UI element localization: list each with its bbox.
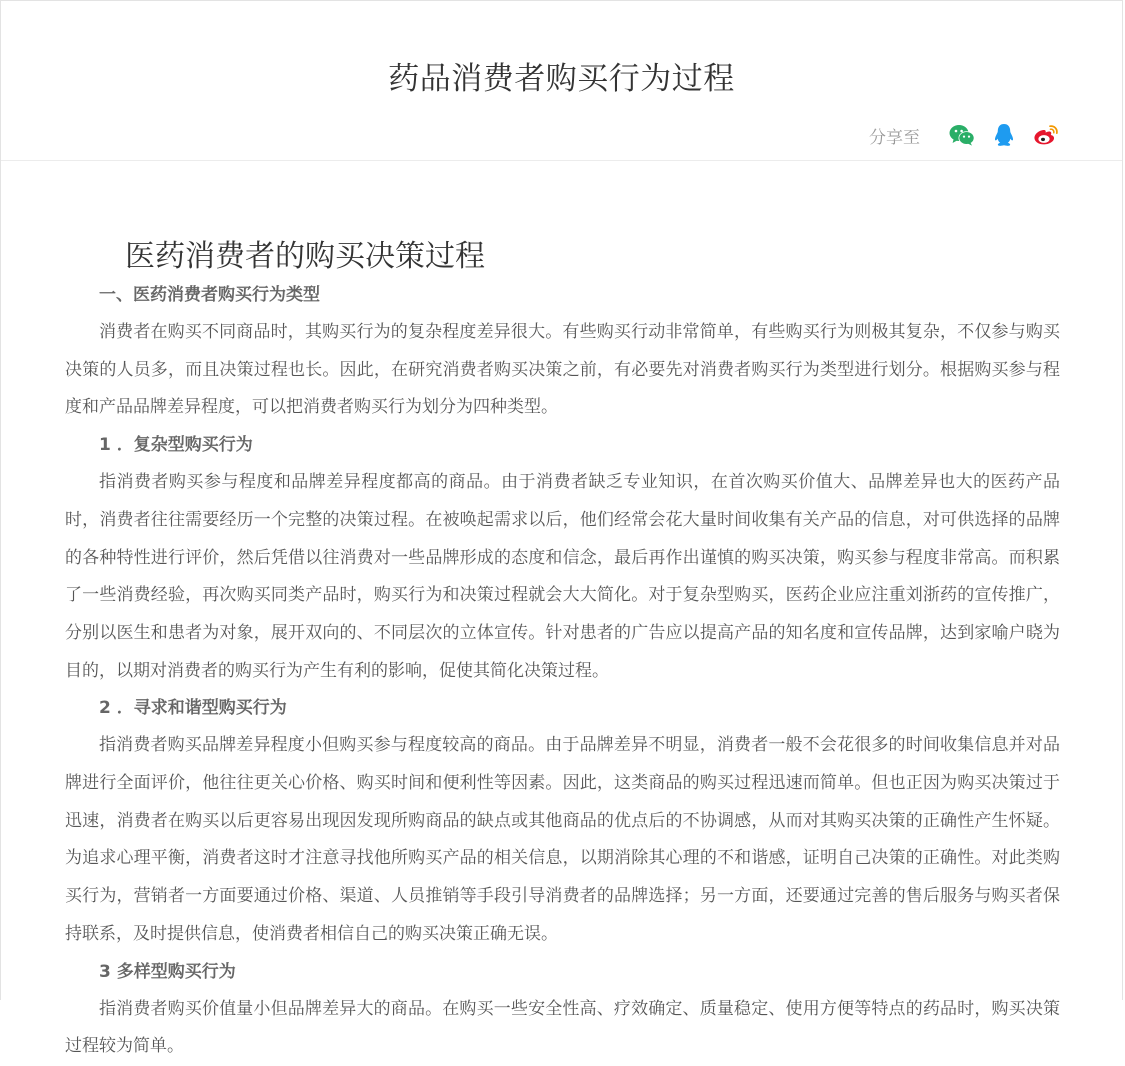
section-title: 医药消费者的购买决策过程: [125, 239, 485, 274]
article-header: [1, 1, 1122, 161]
page-title: 药品消费者购买行为过程: [388, 61, 735, 97]
paragraph-harmony-buying: 指消费者购买品牌差异程度小但购买参与程度较高的商品。由于品牌差异不明显，消费者一般不会花很多的时间收集信息并对品牌进行全面评价，他往往更关心价格、购买时间和便利性等因素。因此，这类商品的购买过程迅速而简单。但也正因为购买决策过于迅速，消费者在购买以后更容易出现因发现所购商品的缺点或其他商品的优点后的不协调感，从而对其购买决策的正确性产生怀疑。为追求心理平衡，消费者这时才注意寻找他所购买产品的相关信息，以期消除其心理的不和谐感，证明自己决策的正确性。对此类购买行为，营销者一方面要通过价格、渠道、人员推销等手段引导消费者的品牌选择；另一方面，还要通过完善的售后服务与购买者保持联系，及时提供信息，使消费者相信自己的购买决策正确无误。: [65, 735, 1060, 944]
paragraph-intro: 消费者在购买不同商品时，其购买行为的复杂程度差异很大。有些购买行动非常简单，有些购买行为则极其复杂，不仅参与购买决策的人员多，而且决策过程也长。因此，在研究消费者购买决策之前，有必要先对消费者购买行为类型进行划分。根据购买参与程度和产品品牌差异程度，可以把消费者购买行为划分为四种类型。: [65, 322, 1060, 418]
subheading-variety-buying: 3 多样型购买行为: [99, 961, 236, 982]
wechat-icon[interactable]: [948, 121, 976, 149]
subheading-purchase-types: 一、医药消费者购买行为类型: [99, 285, 320, 305]
share-bar: [869, 121, 1060, 149]
qq-icon[interactable]: [990, 121, 1018, 149]
share-label: 分享至: [869, 127, 920, 148]
article-body: [1, 237, 1122, 1066]
paragraph-complex-buying: 指消费者购买参与程度和品牌差异程度都高的商品。由于消费者缺乏专业知识，在首次购买价值大、品牌差异也大的医药产品时，消费者往往需要经历一个完整的决策过程。在被唤起需求以后，他们经常会花大量时间收集有关产品的信息，对可供选择的品牌的各种特性进行评价，然后凭借以往消费对一些品牌形成的态度和信念，最后再作出谨慎的购买决策，购买参与程度非常高。而积累了一些消费经验，再次购买同类产品时，购买行为和决策过程就会大大简化。对于复杂型购买，医药企业应注重刘浙药的宣传推广，分别以医生和患者为对象，展开双向的、不同层次的立体宣传。针对患者的广告应以提高产品的知名度和宣传品牌，达到家喻户晓为目的，以期对消费者的购买行为产生有利的影响，促使其简化决策过程。: [65, 472, 1060, 681]
subheading-complex-buying: 1 ．复杂型购买行为: [99, 435, 253, 456]
paragraph-variety-buying: 指消费者购买价值量小但品牌差异大的商品。在购买一些安全性高、疗效确定、质量稳定、使用方便等特点的药品时，购买决策过程较为简单。: [65, 998, 1060, 1057]
subheading-harmony-buying: 2 ．寻求和谐型购买行为: [99, 698, 287, 719]
weibo-icon[interactable]: [1032, 121, 1060, 149]
